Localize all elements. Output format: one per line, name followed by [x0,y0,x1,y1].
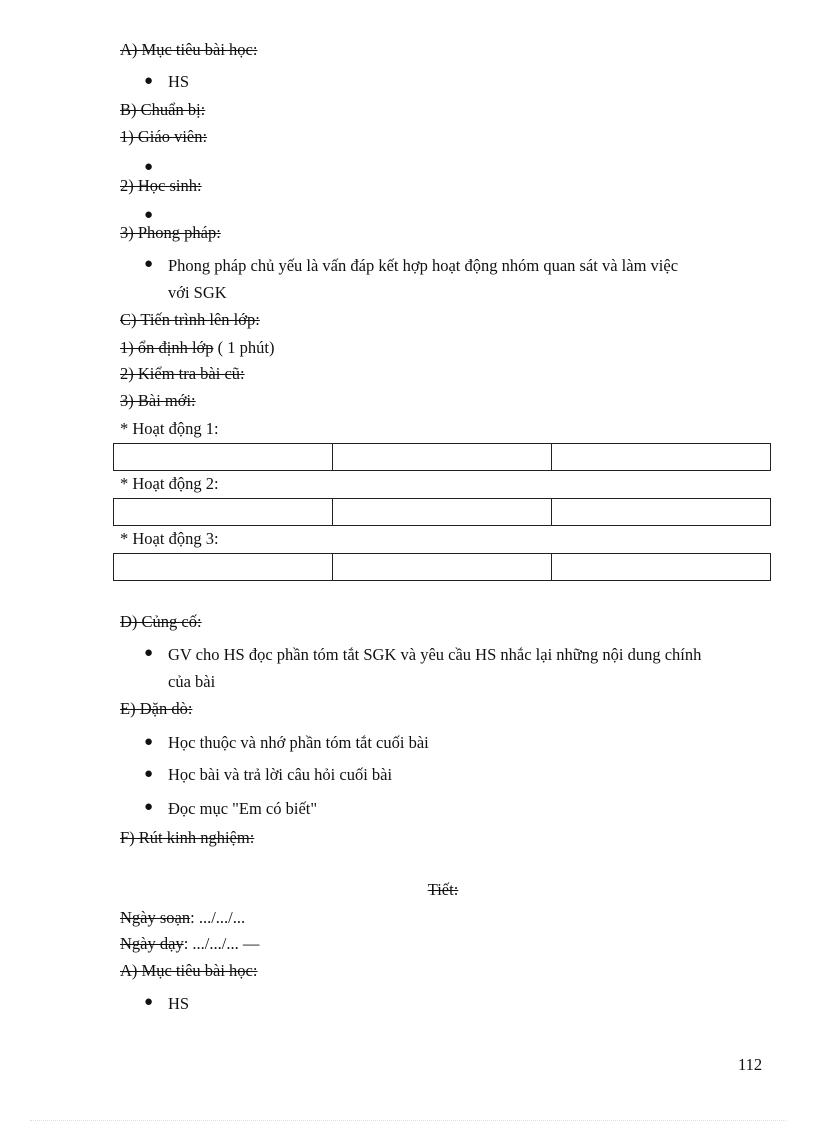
section-a-item: HS [168,72,190,91]
table-cell [333,554,552,581]
teach-date-label: Ngày dạy [120,934,184,953]
section-d-heading: D) Củng cố: [120,612,202,631]
section-d-line1: GV cho HS đọc phần tóm tắt SGK và yêu cầu HS nhắc lại những nội dung chính [168,645,702,664]
bullet-icon: ● [144,159,154,175]
bullet-icon: ● [144,766,154,782]
student-heading: 2) Học sinh: [120,176,202,195]
bullet-icon: ● [144,645,154,661]
next-lesson-title: Tiết: [427,880,459,899]
page-number: 112 [738,1055,763,1074]
prep-date-line [120,908,245,928]
page-bottom-divider [30,1120,786,1121]
section-d-line2: của bài [168,672,216,691]
prep-date-value: : .../.../... [190,908,246,927]
prep-date-label: Ngày soạn [120,908,191,927]
teach-date-tail: — [242,934,260,953]
activity-2-label: * Hoạt động 2: [120,474,219,493]
activity-3-table [113,553,771,581]
bullet-icon: ● [144,256,154,272]
new-lesson-heading: 3) Bài mới: [120,391,196,410]
table-cell [114,444,333,471]
activity-1-table [113,443,771,471]
table-cell [552,499,771,526]
bullet-icon: ● [144,734,154,750]
activity-3-label: * Hoạt động 3: [120,529,219,548]
section-b-heading: B) Chuẩn bị: [120,100,206,119]
activity-1-label: * Hoạt động 1: [120,419,219,438]
section-e-item: Học bài và trả lời câu hỏi cuối bài [168,765,393,784]
bullet-icon: ● [144,799,154,815]
section-e-item: Đọc mục "Em có biết" [168,799,318,818]
table-cell [333,444,552,471]
section-f-heading: F) Rút kinh nghiệm: [120,828,255,847]
table-cell [114,554,333,581]
next-objectives-item: HS [168,994,190,1013]
check-old-heading: 2) Kiểm tra bài cũ: [120,364,245,383]
next-objectives-heading: A) Mục tiêu bài học: [120,961,258,980]
bullet-icon: ● [144,73,154,89]
stabilize-time: ( 1 phút) [213,338,275,357]
method-text-line1: Phong pháp chủ yếu là vấn đáp kết hợp hoạt động nhóm quan sát và làm việc [168,256,679,275]
method-text-line2: với SGK [168,283,227,302]
stabilize-line [120,338,274,358]
teach-date-value: : .../.../... [183,934,243,953]
table-cell [114,499,333,526]
bullet-icon: ● [144,994,154,1010]
table-cell [333,499,552,526]
section-c-heading: C) Tiến trình lên lớp: [120,310,260,329]
table-cell [552,554,771,581]
section-e-heading: E) Dặn dò: [120,699,193,718]
table-cell [552,444,771,471]
section-a-heading: A) Mục tiêu bài học: [120,40,258,59]
stabilize-label: 1) ổn định lớp [120,338,214,357]
activity-2-table [113,498,771,526]
teacher-heading: 1) Giáo viên: [120,127,208,146]
section-e-item: Học thuộc và nhớ phần tóm tắt cuối bài [168,733,429,752]
teach-date-line [120,934,259,954]
bullet-icon: ● [144,207,154,223]
method-heading: 3) Phong pháp: [120,223,221,242]
